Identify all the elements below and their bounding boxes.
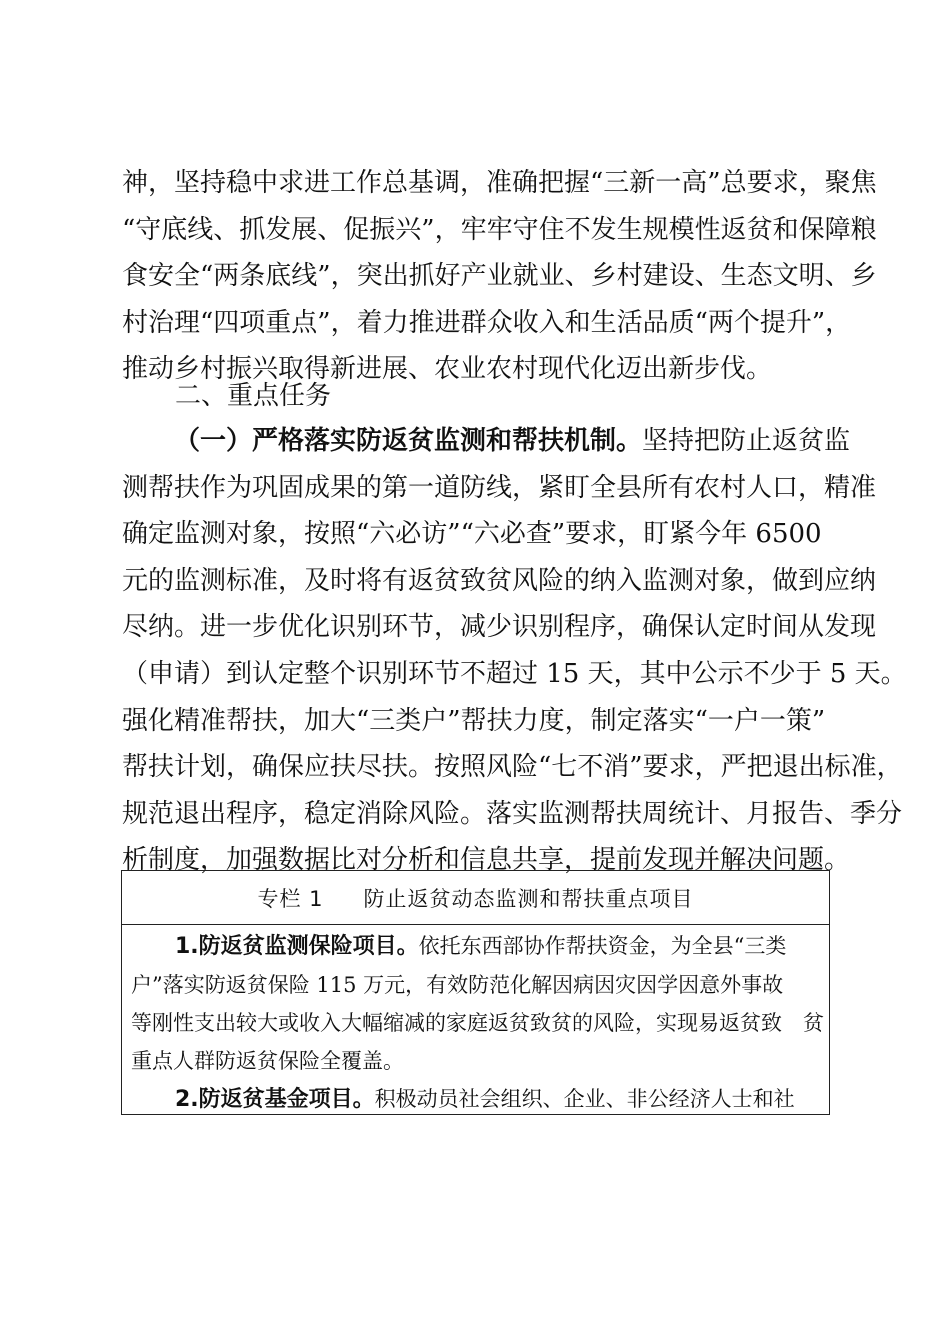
subsection-first-line-text: 坚持把防止返贫监	[642, 426, 851, 456]
column-item-2-first-line-text: 积极动员社会组织、企业、非公经济人士和社	[374, 1087, 795, 1111]
column-item-1-line: 户”落实防返贫保险 115 万元，有效防范化解因病因灾因学因意外事故	[131, 973, 784, 997]
intro-line: 村治理“四项重点”，着力推进群众收入和生活品质“两个提升”，	[122, 307, 852, 338]
column-item-1-first-line-text: 依托东西部协作帮扶资金，为全县“三类	[418, 934, 787, 958]
subsection-line: 尽纳。进一步优化识别环节，减少识别程序，确保认定时间从发现	[122, 612, 877, 643]
subsection-line: 规范退出程序，稳定消除风险。落实监测帮扶周统计、月报告、季分	[122, 798, 903, 829]
subsection-line: 强化精准帮扶，加大“三类户”帮扶力度，制定落实“一户一策”	[122, 705, 826, 736]
intro-line: 食安全“两条底线”，突出抓好产业就业、乡村建设、生态文明、乡	[122, 261, 877, 292]
subsection-title: （一）严格落实防返贫监测和帮扶机制。	[174, 426, 643, 456]
column-box-title: 防止返贫动态监测和帮扶重点项目	[363, 886, 694, 911]
column-box-body	[122, 925, 829, 1119]
intro-line: “守底线、抓发展、促振兴”，牢牢守住不发生规模性返贫和保障粮	[122, 214, 877, 245]
column-item-1-line: 等刚性支出较大或收入大幅缩减的家庭返贫致贫的风险，实现易返贫致 贫	[131, 1011, 824, 1035]
subsection-first-line	[122, 418, 851, 465]
subsection-line: （申请）到认定整个识别环节不超过 15 天，其中公示不少于 5 天。	[122, 658, 907, 689]
column-item-1-title: 1.防返贫监测保险项目。	[175, 934, 419, 959]
intro-line: 推动乡村振兴取得新进展、农业农村现代化迈出新步伐。	[122, 354, 773, 385]
subsection-line: 测帮扶作为巩固成果的第一道防线，紧盯全县所有农村人口，精准	[122, 472, 877, 503]
intro-line: 神，坚持稳中求进工作总基调，准确把握“三新一高”总要求，聚焦	[122, 168, 877, 198]
intro-paragraph	[122, 160, 877, 393]
column-item-1-line: 重点人群防返贫保险全覆盖。	[131, 1049, 404, 1073]
section-heading: 二、重点任务	[175, 381, 332, 411]
subsection-paragraph	[122, 418, 907, 884]
column-box-label: 专栏 1	[257, 886, 324, 911]
column-item-2-first-line	[131, 1080, 821, 1119]
subsection-line: 元的监测标准，及时将有返贫致贫风险的纳入监测对象，做到应纳	[122, 565, 877, 596]
subsection-line: 帮扶计划，确保应扶尽扶。按照风险“七不消”要求，严把退出标准，	[122, 752, 903, 783]
column-item-1-first-line	[131, 927, 821, 966]
column-box	[121, 870, 830, 1115]
column-item-2-title: 2.防返贫基金项目。	[175, 1087, 375, 1112]
column-box-header	[122, 871, 829, 925]
subsection-line: 确定监测对象，按照“六必访”“六必查”要求，盯紧今年 6500	[122, 519, 822, 550]
subsection-line: 析制度，加强数据比对分析和信息共享，提前发现并解决问题。	[122, 845, 851, 876]
